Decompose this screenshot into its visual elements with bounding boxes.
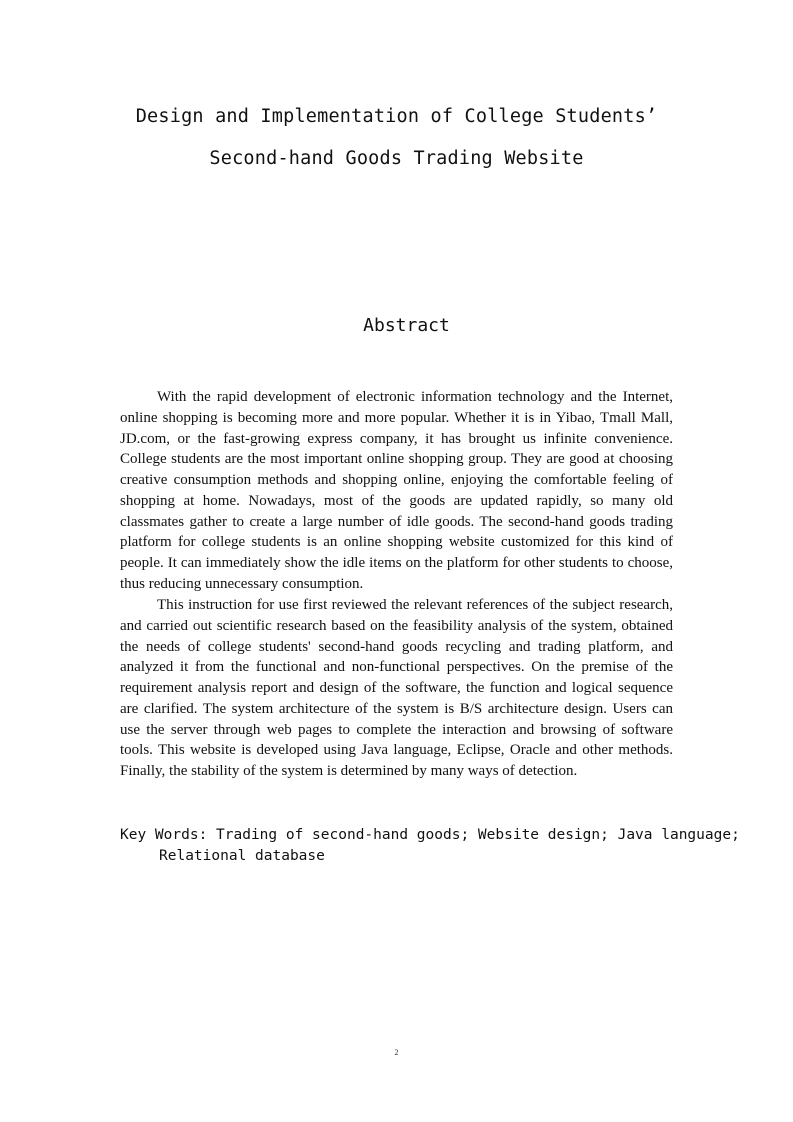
abstract-paragraph-2: This instruction for use first reviewed the relevant references of the subject research, and carried out scientific research based on the feasibility analysis of the system, obtained the needs of college students' second-hand goods recycling and trading platform, and analyzed it from the functional and non-functional perspectives. On the premise of the requirement analysis report and design of the software, the function and logical sequence are clarified. The system architecture of the system is B/S architecture design. Users can use the server through web pages to complete the interaction and browsing of software tools. This website is developed using Java language, Eclipse, Oracle and other methods. Finally, the stability of the system is determined by many ways of detection. [120,597,673,779]
abstract-heading: Abstract [363,315,450,336]
title-line-1: Design and Implementation of College Students’ [135,106,658,127]
keywords-line-1: Key Words: Trading of second-hand goods; Website design; Java language; [120,827,740,843]
page-number: 2 [394,1048,399,1057]
abstract-paragraph-1: With the rapid development of electronic information technology and the Internet, online shopping is becoming more and more popular. Whether it is in Yibao, Tmall Mall, JD.com, or the fast-growing express company, it has brought us infinite convenience. College students are the most important online shopping group. They are good at choosing creative consumption methods and shopping online, enjoying the comfortable feeling of shopping at home. Nowadays, most of the goods are updated rapidly, so many old classmates gather to create a large number of idle goods. The second-hand goods trading platform for college students is an online shopping website customized for this kind of people. It can immediately show the idle items on the platform for other students to choose, thus reducing unnecessary consumption. [120,389,673,592]
title-line-2: Second-hand Goods Trading Website [209,148,584,169]
keywords [120,825,740,867]
keywords-line-2: Relational database [159,848,325,864]
